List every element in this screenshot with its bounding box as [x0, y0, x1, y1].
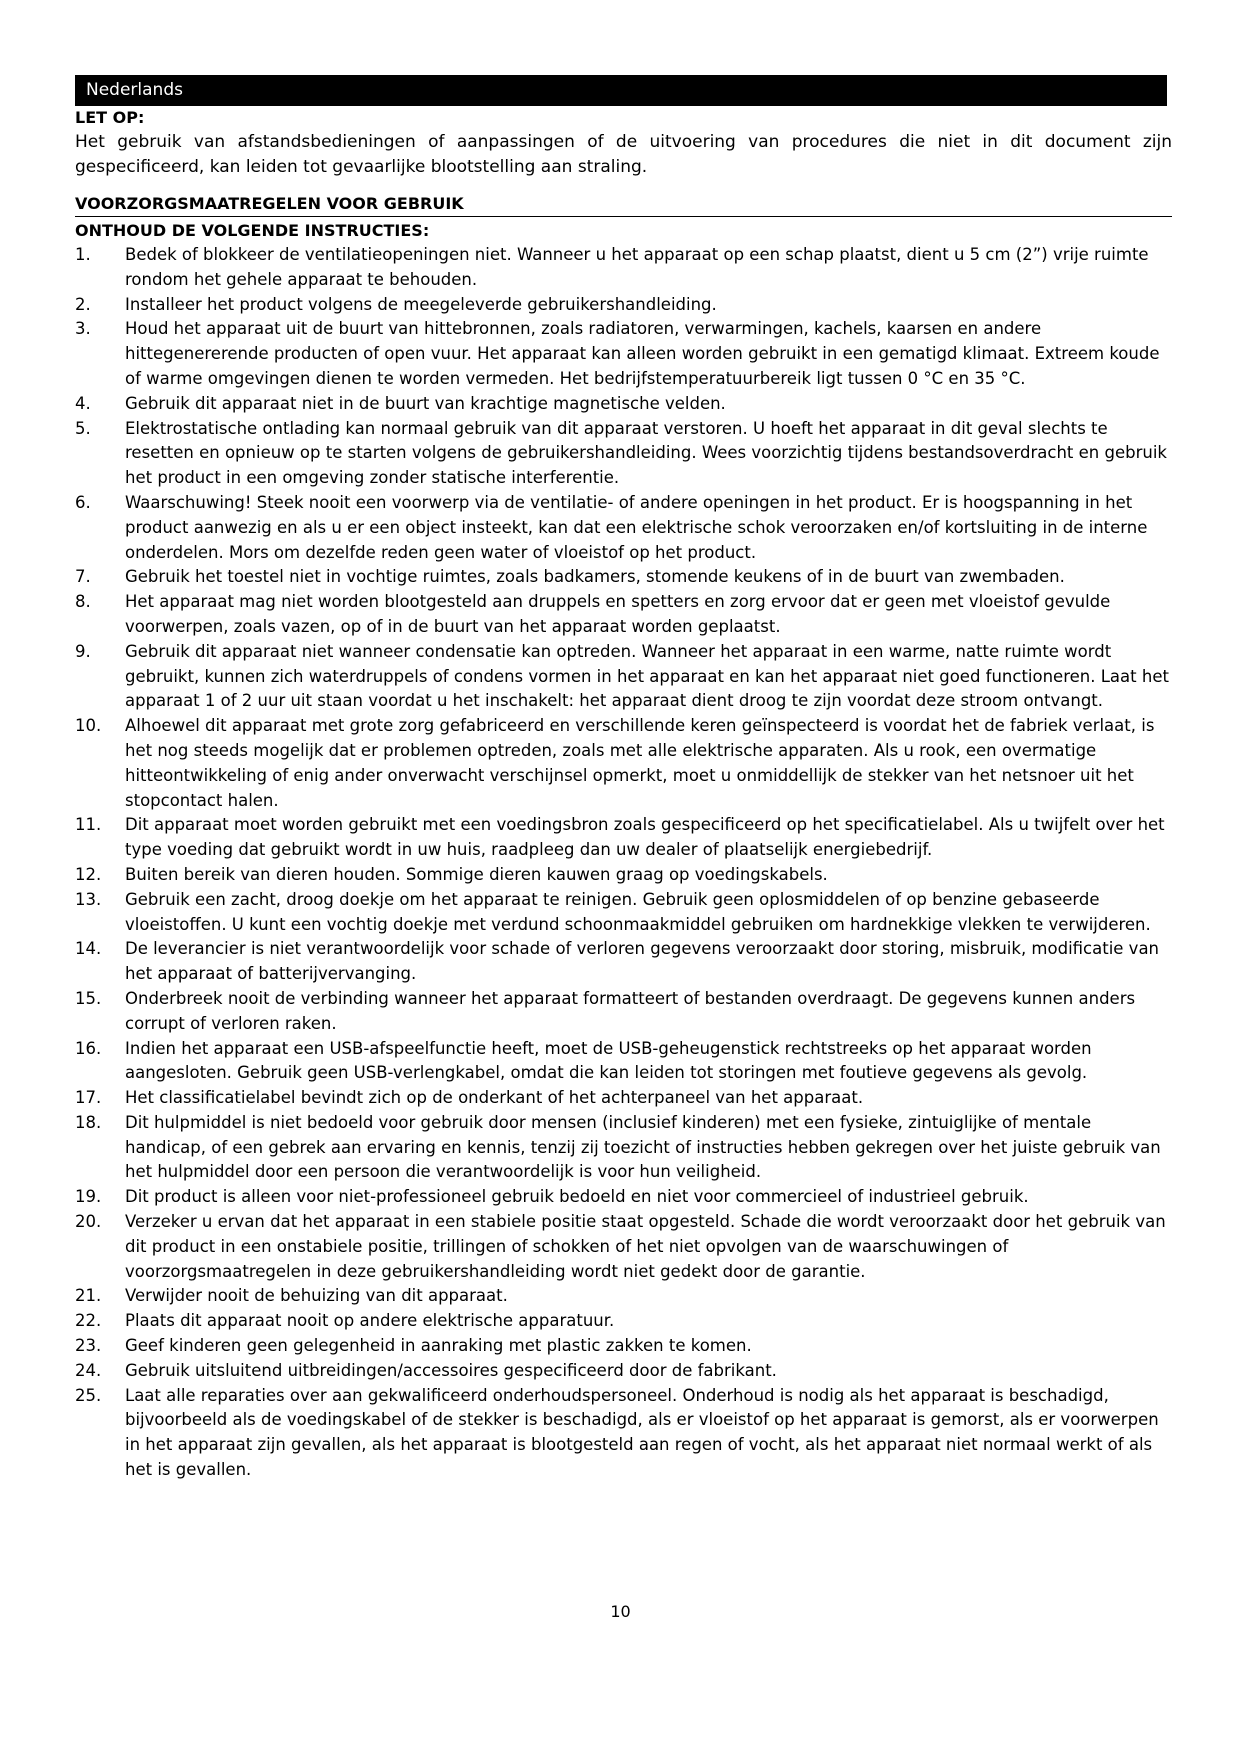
- list-item-number: 5.: [75, 418, 91, 438]
- list-item-number: 19.: [75, 1187, 102, 1207]
- list-item-text: Bedek of blokkeer de ventilatieopeningen niet. Wanneer u het apparaat op een schap plaatst, dient u 5 cm (2”) vrije ruimte rondom het gehele apparaat te behouden.: [125, 245, 1149, 289]
- list-item-number: 4.: [75, 393, 91, 413]
- caution-text: Het gebruik van afstandsbedieningen of aanpassingen of de uitvoering van procedures die niet in dit document zijn gespecificeerd, kan leiden tot gevaarlijke blootstelling aan straling.: [75, 132, 1172, 177]
- caution-heading: LET OP:: [75, 108, 145, 127]
- list-item-text: Verwijder nooit de behuizing van dit apparaat.: [125, 1286, 508, 1306]
- list-item-number: 3.: [75, 319, 91, 339]
- list-item-text: Gebruik dit apparaat niet in de buurt van krachtige magnetische velden.: [125, 393, 726, 413]
- list-item-number: 24.: [75, 1360, 102, 1380]
- list-item: [75, 1309, 1172, 1334]
- list-item: [75, 888, 1172, 938]
- list-item-number: 18.: [75, 1112, 102, 1132]
- list-item-number: 25.: [75, 1385, 102, 1405]
- list-item: [75, 937, 1172, 987]
- list-item-number: 6.: [75, 492, 91, 512]
- list-item-text: Plaats dit apparaat nooit op andere elektrische apparatuur.: [125, 1311, 615, 1331]
- list-item-number: 15.: [75, 988, 102, 1008]
- list-item: [75, 392, 1172, 417]
- list-item-text: Gebruik het toestel niet in vochtige ruimtes, zoals badkamers, stomende keukens of in de buurt van zwembaden.: [125, 567, 1065, 587]
- precautions-heading: VOORZORGSMAATREGELEN VOOR GEBRUIK: [75, 192, 1172, 217]
- list-item-number: 23.: [75, 1336, 102, 1356]
- list-item-number: 11.: [75, 815, 102, 835]
- list-item: [75, 813, 1172, 863]
- list-item-number: 10.: [75, 716, 102, 736]
- list-item-text: Dit product is alleen voor niet-professioneel gebruik bedoeld en niet voor commercieel of industrieel gebruik.: [125, 1187, 1029, 1207]
- list-item: [75, 1185, 1172, 1210]
- list-item: [75, 1210, 1172, 1284]
- list-item-text: Elektrostatische ontlading kan normaal gebruik van dit apparaat verstoren. U hoeft het apparaat in dit geval slechts te resetten en opnieuw op te starten volgens de gebruikershandleiding. Wees voorzichtig tijdens bestandsoverdracht en gebruik het product in een omgeving zonder statische interferentie.: [125, 418, 1167, 488]
- list-item-text: Waarschuwing! Steek nooit een voorwerp via de ventilatie- of andere openingen in het product. Er is hoogspanning in het product aanwezig en als u er een object insteekt, kan dat een elektrische schok veroorzaken en/of kortsluiting in de interne onderdelen. Mors om dezelfde reden geen water of vloeistof op het product.: [125, 492, 1148, 562]
- list-item-number: 14.: [75, 939, 102, 959]
- list-item: [75, 491, 1172, 565]
- list-item: [75, 1359, 1172, 1384]
- list-item: [75, 987, 1172, 1037]
- list-item: [75, 863, 1172, 888]
- list-item: [75, 1037, 1172, 1087]
- list-item-number: 12.: [75, 864, 102, 884]
- list-item-text: Verzeker u ervan dat het apparaat in een stabiele positie staat opgesteld. Schade die wordt veroorzaakt door het gebruik van dit product in een onstabiele positie, trillingen of schokken of het niet opvolgen van de waarschuwingen of voorzorgsmaatregelen in deze gebruikershandleiding wordt niet gedekt door de garantie.: [125, 1212, 1166, 1281]
- list-item: [75, 640, 1172, 714]
- list-item-number: 1.: [75, 245, 91, 264]
- list-item-number: 13.: [75, 889, 102, 909]
- precautions-list: [75, 243, 1172, 1483]
- list-item: [75, 1384, 1172, 1483]
- list-item: [75, 317, 1172, 391]
- list-item-text: Alhoewel dit apparaat met grote zorg gefabriceerd en verschillende keren geïnspecteerd is voordat het de fabriek verlaat, is het nog steeds mogelijk dat er problemen optreden, zoals met alle elektrische apparaten. Als u rook, een overmatige hitteontwikkeling of enig ander onverwacht verschijnsel opmerkt, moet u onmiddellijk de stekker van het netsnoer uit het stopcontact halen.: [125, 716, 1155, 810]
- list-item-number: 21.: [75, 1286, 102, 1306]
- list-item-number: 22.: [75, 1311, 102, 1331]
- list-item-text: Installeer het product volgens de meegeleverde gebruikershandleiding.: [125, 294, 717, 314]
- list-item-text: Geef kinderen geen gelegenheid in aanraking met plastic zakken te komen.: [125, 1336, 752, 1356]
- list-item-number: 17.: [75, 1088, 102, 1108]
- list-item-text: Houd het apparaat uit de buurt van hittebronnen, zoals radiatoren, verwarmingen, kachels, kaarsen en andere hittegenererende producten of open vuur. Het apparaat kan alleen worden gebruikt in een gematigd klimaat. Extreem koude of warme omgevingen dienen te worden vermeden. Het bedrijfstemperatuurbereik ligt tussen 0 °C en 35 °C.: [125, 319, 1160, 388]
- list-item-text: Gebruik uitsluitend uitbreidingen/accessoires gespecificeerd door de fabrikant.: [125, 1360, 777, 1380]
- list-item-number: 7.: [75, 567, 91, 587]
- language-header-bar: Nederlands: [75, 75, 1167, 106]
- list-item-number: 16.: [75, 1038, 102, 1058]
- list-item-text: Het classificatielabel bevindt zich op de onderkant of het achterpaneel van het apparaat.: [125, 1088, 864, 1108]
- list-item-number: 8.: [75, 592, 91, 612]
- list-item-text: De leverancier is niet verantwoordelijk voor schade of verloren gegevens veroorzaakt door storing, misbruik, modificatie van het apparaat of batterijvervanging.: [125, 939, 1160, 984]
- list-item-number: 9.: [75, 641, 91, 661]
- list-item-text: Het apparaat mag niet worden blootgesteld aan druppels en spetters en zorg ervoor dat er geen met vloeistof gevulde voorwerpen, zoals vazen, op of in de buurt van het apparaat worden geplaatst.: [125, 592, 1111, 636]
- list-item-number: 2.: [75, 294, 91, 314]
- list-item-text: Gebruik een zacht, droog doekje om het apparaat te reinigen. Gebruik geen oplosmiddelen of op benzine gebaseerde vloeistoffen. U kunt een vochtig doekje met verdund schoonmaakmiddel gebruiken om hardnekkige vlekken te verwijderen.: [125, 889, 1151, 934]
- list-item: [75, 1111, 1172, 1185]
- list-item-number: 20.: [75, 1212, 102, 1232]
- list-item-text: Onderbreek nooit de verbinding wanneer het apparaat formatteert of bestanden overdraagt. De gegevens kunnen anders corrupt of verloren raken.: [125, 988, 1136, 1033]
- list-item: [75, 1334, 1172, 1359]
- list-item-text: Indien het apparaat een USB-afspeelfunctie heeft, moet de USB-geheugenstick rechtstreeks op het apparaat worden aangesloten. Gebruik geen USB-verlengkabel, omdat die kan leiden tot storingen met foutieve gegevens als gevolg.: [125, 1038, 1092, 1083]
- instructions-subheading: ONTHOUD DE VOLGENDE INSTRUCTIES:: [75, 221, 430, 240]
- list-item: [75, 590, 1172, 640]
- list-item-text: Buiten bereik van dieren houden. Sommige dieren kauwen graag op voedingskabels.: [125, 864, 828, 884]
- list-item-text: Dit hulpmiddel is niet bedoeld voor gebruik door mensen (inclusief kinderen) met een fysieke, zintuiglijke of mentale handicap, of een gebrek aan ervaring en kennis, tenzij zij toezicht of instructies hebben gekregen over het juiste gebruik van het hulpmiddel door een persoon die verantwoordelijk is voor hun veiligheid.: [125, 1112, 1161, 1182]
- list-item: [75, 243, 1172, 293]
- list-item-text: Dit apparaat moet worden gebruikt met een voedingsbron zoals gespecificeerd op het specificatielabel. Als u twijfelt over het type voeding dat gebruikt wordt in uw huis, raadpleeg dan uw dealer of plaatselijk energiebedrijf.: [125, 815, 1165, 860]
- list-item-text: Gebruik dit apparaat niet wanneer condensatie kan optreden. Wanneer het apparaat in een warme, natte ruimte wordt gebruikt, kunnen zich waterdruppels of condens vormen in het apparaat en kan het apparaat niet goed functioneren. Laat het apparaat 1 of 2 uur uit staan voordat u het inschakelt: het apparaat dient droog te zijn voordat deze stroom ontvangt.: [125, 641, 1169, 711]
- list-item: [75, 1284, 1172, 1309]
- list-item-text: Laat alle reparaties over aan gekwalificeerd onderhoudspersoneel. Onderhoud is nodig als het apparaat is beschadigd, bijvoorbeeld als de voedingskabel of de stekker is beschadigd, als er vloeistof op het apparaat is gemorst, als er voorwerpen in het apparaat zijn gevallen, als het apparaat is blootgesteld aan regen of vocht, als het apparaat niet normaal werkt of als het is gevallen.: [125, 1385, 1159, 1480]
- list-item: [75, 417, 1172, 491]
- list-item: [75, 1086, 1172, 1111]
- list-item: [75, 565, 1172, 590]
- page-number: 10: [610, 1602, 631, 1621]
- list-item: [75, 714, 1172, 813]
- list-item: [75, 293, 1172, 318]
- document-page: [75, 75, 1172, 1483]
